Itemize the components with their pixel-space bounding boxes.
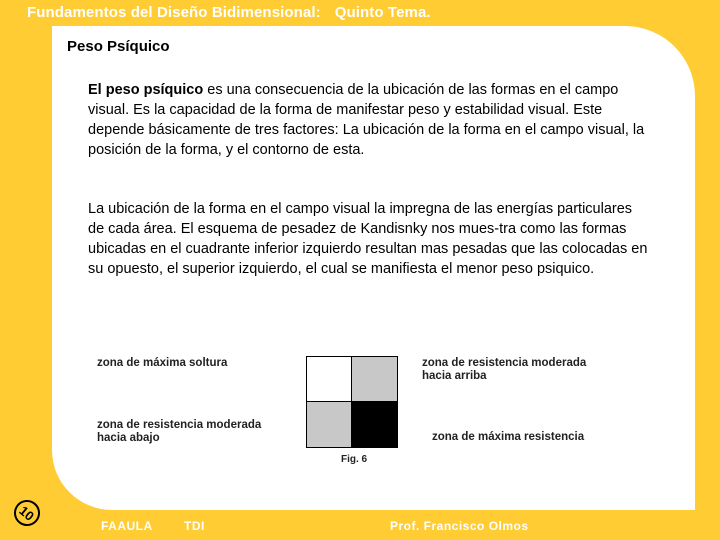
footer-school: FAAULA <box>101 519 153 533</box>
zone-top-left-text: zona de máxima soltura <box>97 357 228 369</box>
course-title: Fundamentos del Diseño Bidimensional: <box>27 4 321 21</box>
paragraph-body: es una consecuencia de la ubicación de las formas en el campo visual. Es la capacidad de la forma de manifestar peso y estabilidad visual. Este depende básicamente de tres factores: La ubicación de la forma en el campo visual, la posición de la forma, y el contorno de esta. <box>88 82 645 158</box>
paragraph-lead: El <box>88 82 102 98</box>
quadrant-bottom-left <box>307 402 352 447</box>
zone-bottom-left-line2: hacia abajo <box>97 432 160 444</box>
footer-course: TDI <box>184 519 205 533</box>
page-number-badge <box>9 495 46 532</box>
zone-bottom-left-line1: zona de resistencia moderada <box>97 419 262 431</box>
quadrant-top-right <box>352 357 397 402</box>
zone-top-right-line2: hacia arriba <box>422 370 487 382</box>
footer-professor: Prof. Francisco Olmos <box>390 519 529 533</box>
section-title: Peso Psíquico <box>67 38 170 55</box>
quadrant-top-left <box>307 357 352 402</box>
zone-top-right-line1: zona de resistencia moderada <box>422 357 587 369</box>
zone-bottom-right-text: zona de máxima resistencia <box>432 431 585 443</box>
quadrant-bottom-right <box>352 402 397 447</box>
zone-label-top-left <box>97 357 227 370</box>
zone-label-top-right <box>422 357 586 383</box>
figure-caption: Fig. 6 <box>341 454 368 465</box>
zone-label-bottom-right <box>432 431 584 444</box>
paragraph-location: La ubicación de la forma en el campo visual la impregna de las energías particulares de cada área. El esquema de pesadez de Kandisnky nos mues-tra como las formas ubicadas en el cuadrante inferior izquierdo resultan mas pesadas que las colocadas en su opuesto, el superior izquierdo, el cual se manifiesta el menor peso psiquico. <box>88 201 648 277</box>
slide-header <box>27 4 431 21</box>
page-number: 10 <box>16 502 38 524</box>
paragraph-term: peso psíquico <box>105 82 204 98</box>
paragraph-definition <box>88 80 648 160</box>
topic-title: Quinto Tema. <box>334 4 431 21</box>
kandinsky-weight-diagram <box>306 356 398 448</box>
zone-label-bottom-left <box>97 419 261 445</box>
